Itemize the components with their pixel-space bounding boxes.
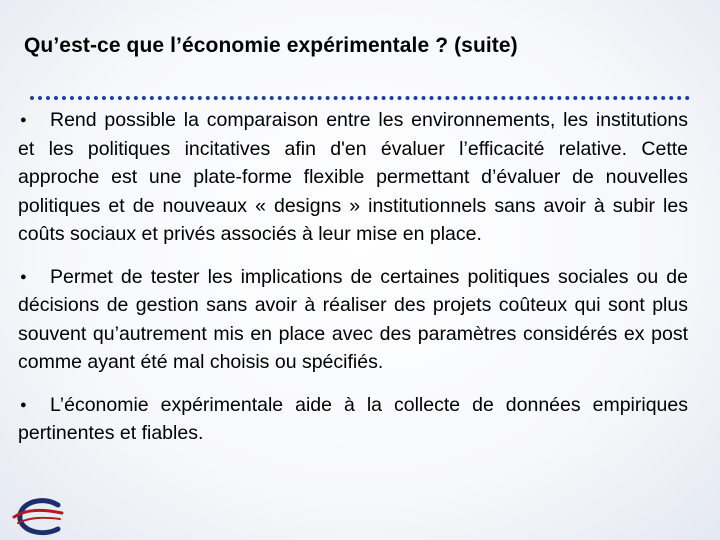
bullet-icon: ●: [20, 114, 27, 126]
slide-title: Qu’est-ce que l’économie expérimentale ? (suite): [24, 34, 518, 57]
paragraph-text: Rend possible la comparaison entre les environnements, les institutions et les politiques incitatives afin d'en évaluer l’efficacité relative. Cette approche est une plate-forme flexible permettant d’évaluer de nouvelles politiques et de nouveaux « designs » institutionnels sans avoir à subir les coûts sociaux et privés associés à leur mise en place.: [18, 109, 688, 245]
bullet-icon: ●: [20, 398, 27, 411]
paragraph: [18, 106, 688, 249]
paragraph: [18, 391, 688, 448]
swoosh-c-logo-icon: [12, 497, 68, 537]
paragraph: [18, 263, 688, 377]
paragraph-text: Permet de tester les implications de certaines politiques sociales ou de décisions de gestion sans avoir à réaliser des projets coûteux qui sont plus souvent qu’autrement mis en place avec des paramètres considérés ex post comme ayant été mal choisis ou spécifiés.: [18, 265, 688, 373]
title-divider: [30, 96, 690, 100]
slide-body: [18, 106, 688, 462]
paragraph-text: L’économie expérimentale aide à la collecte de données empiriques pertinentes et fiables.: [18, 393, 688, 444]
bullet-icon: ●: [20, 270, 27, 283]
